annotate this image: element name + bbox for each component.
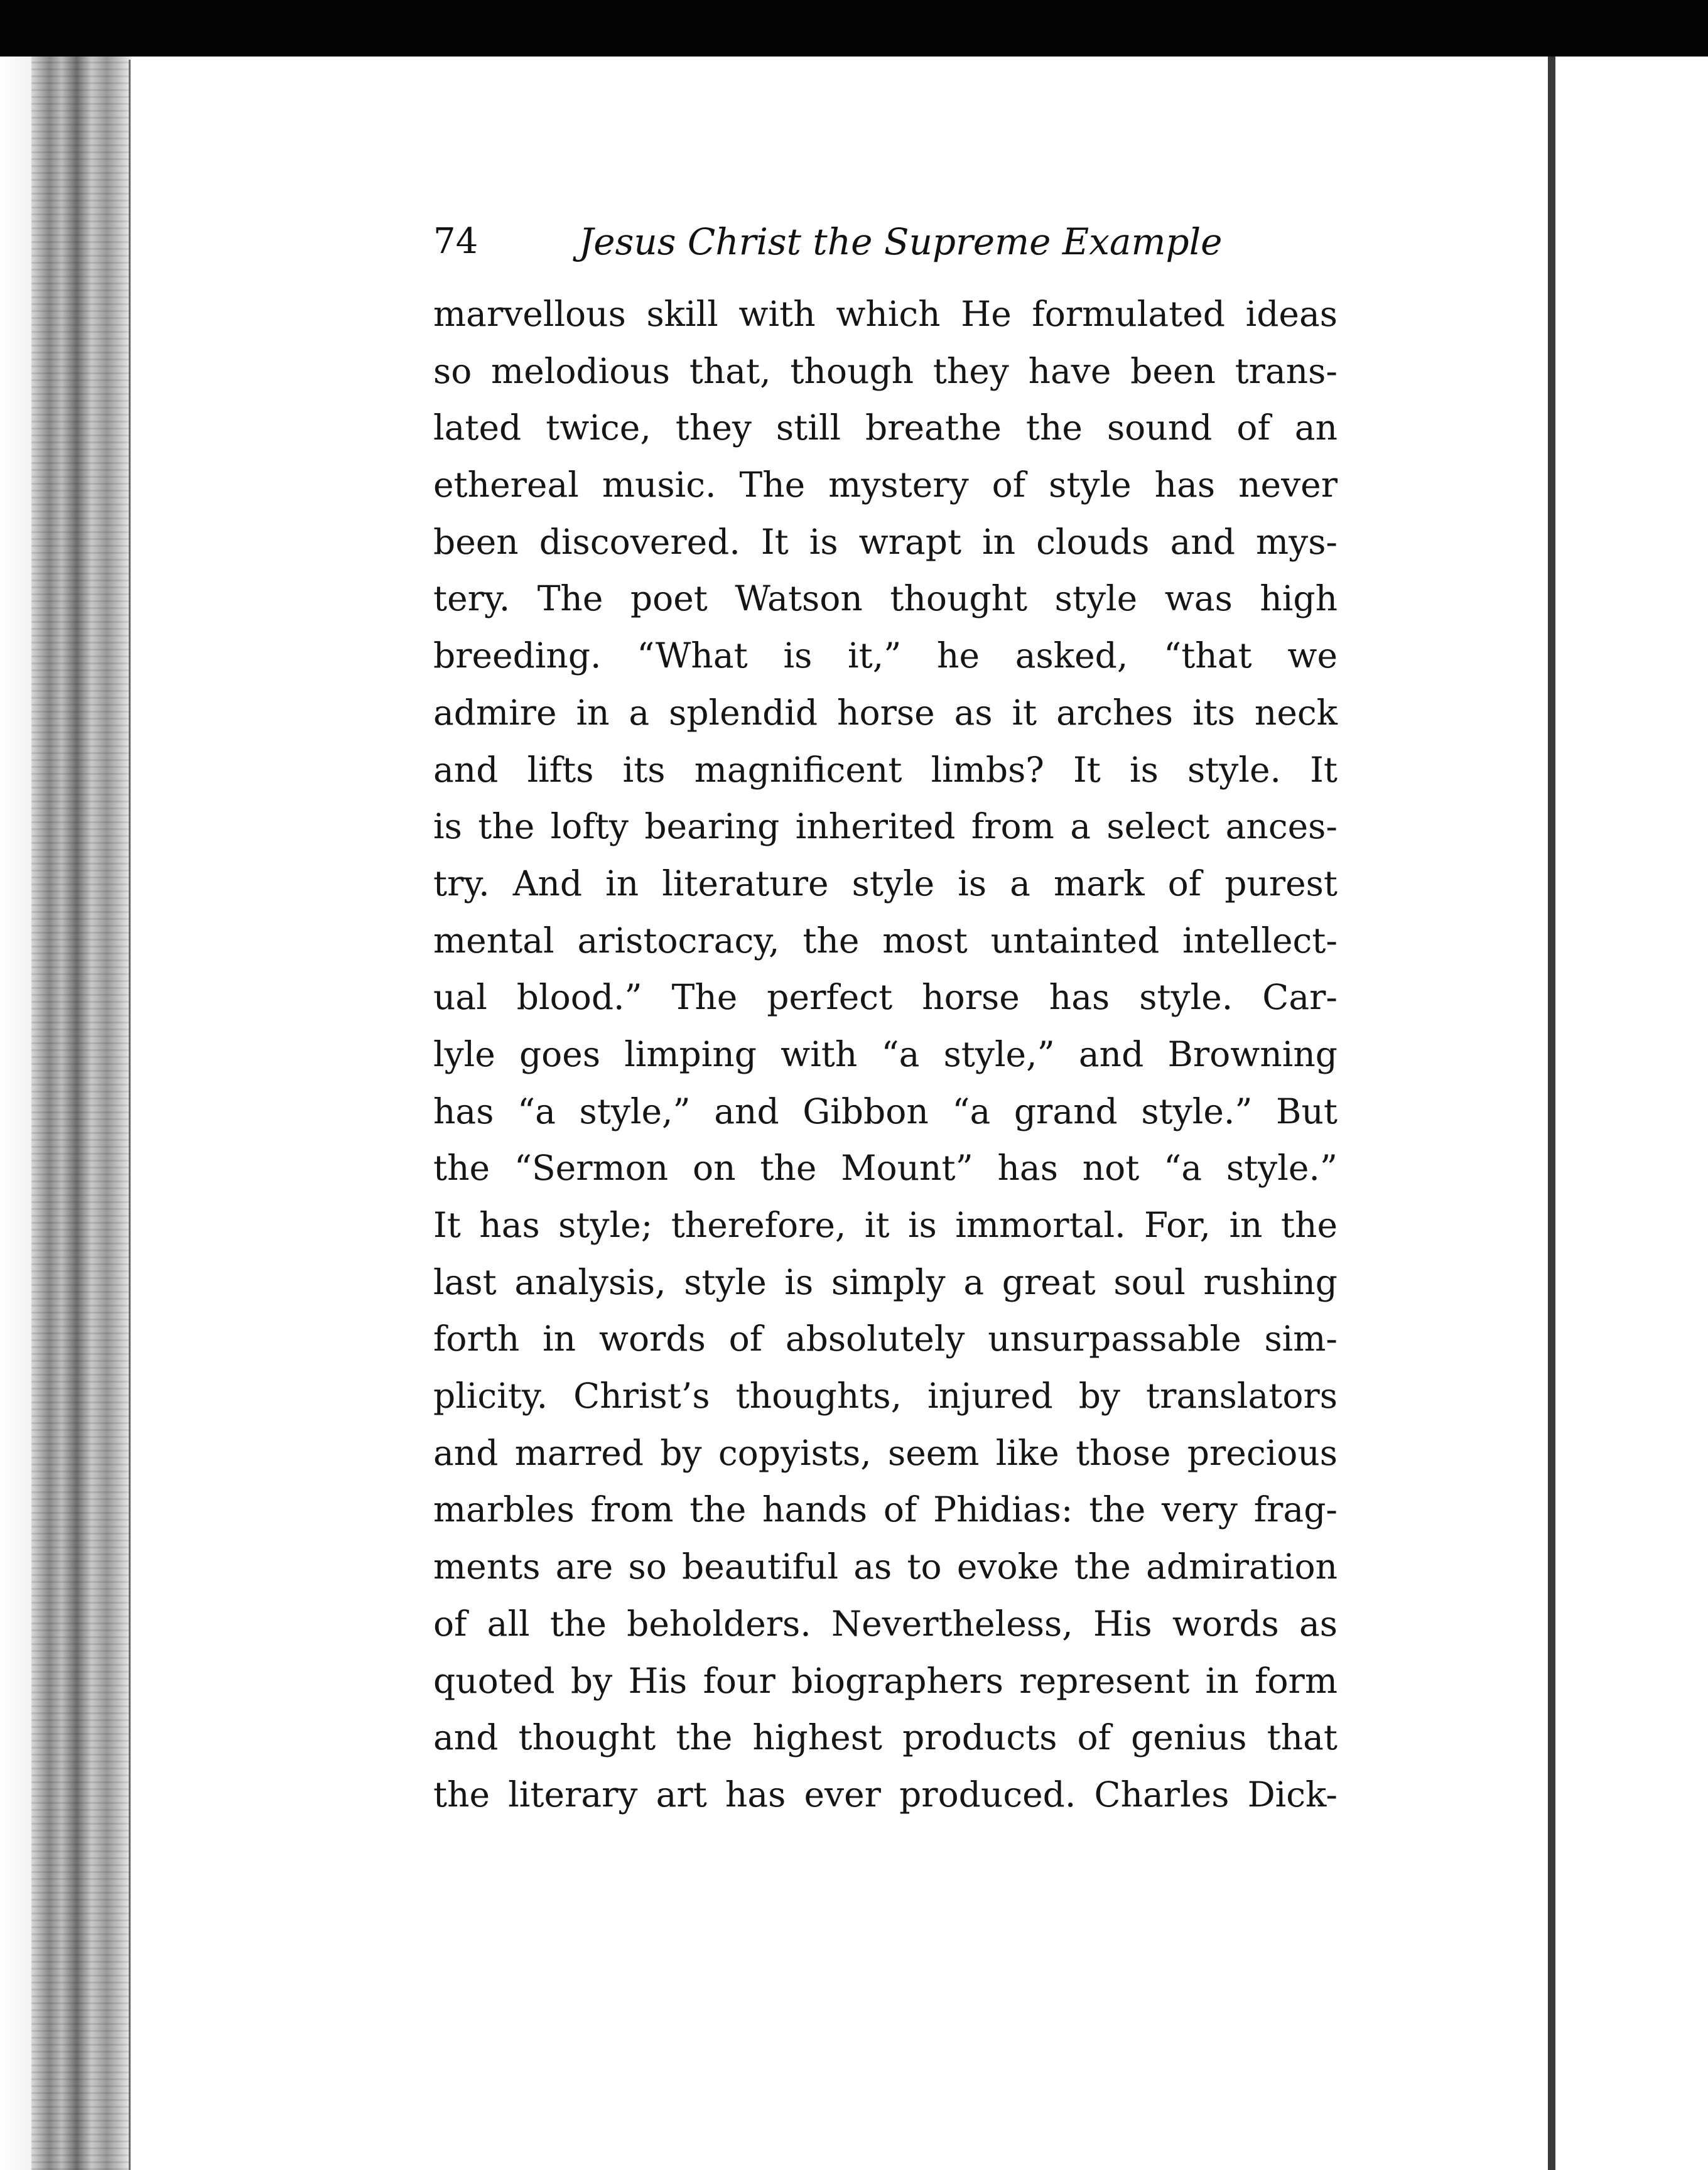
page-number: 74 — [433, 221, 478, 262]
text-line: and thought the highest products of genius that — [433, 1717, 1338, 1758]
text-line: forth in words of absolutely unsurpassable sim- — [433, 1319, 1338, 1359]
text-line: so melodious that, though they have been trans- — [433, 350, 1338, 391]
body-text — [433, 286, 1338, 1823]
text-line: ual blood.” The perfect horse has style. Car- — [433, 977, 1338, 1018]
text-line: admire in a splendid horse as it arches its neck — [433, 692, 1338, 733]
text-line: It has style; therefore, it is immortal. For, in the — [433, 1205, 1338, 1245]
text-line: lated twice, they still breathe the sound of an — [433, 408, 1338, 448]
text-line: and lifts its magnificent limbs? It is style. It — [433, 749, 1338, 790]
text-line: has “a style,” and Gibbon “a grand style.” But — [433, 1091, 1338, 1131]
text-line: been discovered. It is wrapt in clouds and mys- — [433, 521, 1338, 562]
text-line: the literary art has ever produced. Charles Dick- — [433, 1774, 1338, 1815]
text-line: tery. The poet Watson thought style was high — [433, 578, 1338, 619]
book-page-edges — [31, 57, 132, 2170]
text-line: try. And in literature style is a mark of purest — [433, 863, 1338, 904]
text-line: marvellous skill with which He formulated ideas — [433, 294, 1338, 334]
text-line: of all the beholders. Nevertheless, His words as — [433, 1603, 1338, 1644]
scan-left-margin — [0, 57, 31, 2170]
text-line: lyle goes limping with “a style,” and Browning — [433, 1034, 1338, 1074]
text-line: breeding. “What is it,” he asked, “that we — [433, 635, 1338, 676]
text-line: is the lofty bearing inherited from a select ances- — [433, 806, 1338, 847]
scan-right-margin — [1555, 57, 1708, 2170]
text-line: ments are so beautiful as to evoke the admiration — [433, 1547, 1338, 1587]
facing-page-edge — [1548, 57, 1555, 2170]
text-line: last analysis, style is simply a great soul rushing — [433, 1261, 1338, 1302]
text-line: marbles from the hands of Phidias: the very frag- — [433, 1489, 1338, 1530]
running-title: Jesus Christ the Supreme Example — [579, 220, 1223, 263]
scanner-top-border — [0, 0, 1708, 57]
text-line: the “Sermon on the Mount” has not “a style.” — [433, 1148, 1338, 1189]
page-header — [433, 207, 1344, 276]
text-line: mental aristocracy, the most untainted intellect- — [433, 920, 1338, 961]
text-line: quoted by His four biographers represent in form — [433, 1660, 1338, 1701]
text-line: ethereal music. The mystery of style has never — [433, 465, 1338, 505]
text-line: and marred by copyists, seem like those precious — [433, 1432, 1338, 1473]
text-line: plicity. Christ’s thoughts, injured by translators — [433, 1376, 1338, 1417]
